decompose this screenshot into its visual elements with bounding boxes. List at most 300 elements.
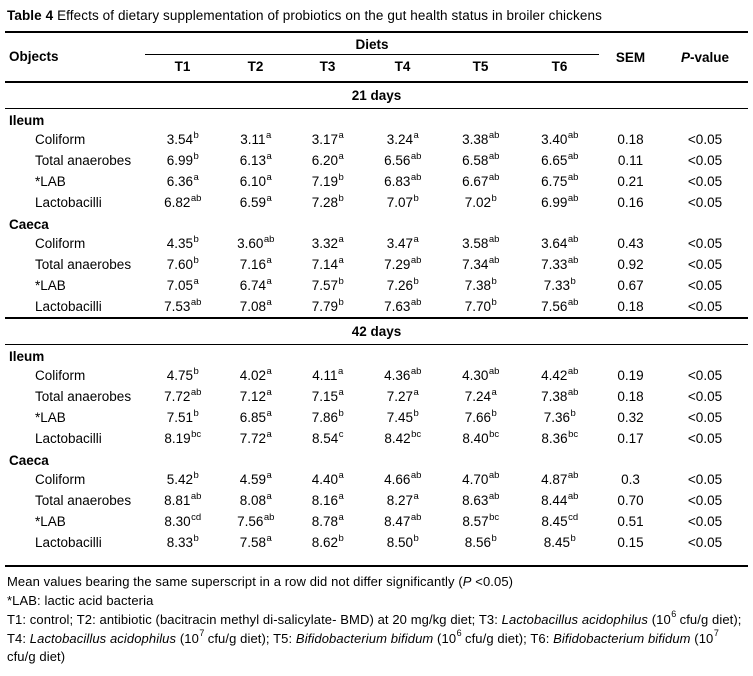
- pvalue-cell: <0.05: [687, 368, 723, 383]
- value-superscript: bc: [489, 428, 500, 440]
- row-label: *LAB: [35, 174, 66, 189]
- value-cell: [291, 275, 364, 296]
- value-superscript: a: [266, 365, 272, 377]
- group-label-caeca: Caeca: [9, 453, 49, 468]
- value-number: 6.99: [541, 195, 568, 210]
- row-label: Lactobacilli: [35, 299, 102, 314]
- value-number: 6.99: [166, 153, 193, 168]
- row-label: Coliform: [35, 472, 86, 487]
- group-row: [5, 449, 748, 469]
- group-label-ileum: Ileum: [9, 349, 45, 364]
- pvalue-cell: <0.05: [687, 493, 723, 508]
- table-row: [5, 407, 748, 428]
- pvalue-cell: <0.05: [687, 278, 723, 293]
- sem-cell: 0.19: [617, 368, 644, 383]
- table-row: [5, 386, 748, 407]
- value-superscript: b: [338, 275, 344, 287]
- value-superscript: b: [491, 407, 497, 419]
- value-number: 6.59: [239, 195, 266, 210]
- row-label: Coliform: [35, 132, 86, 147]
- table-row: [5, 192, 748, 213]
- value-number: 7.60: [166, 257, 193, 272]
- value-superscript: a: [266, 192, 272, 204]
- value-number: 7.29: [384, 257, 411, 272]
- group-row: [5, 109, 748, 130]
- footnote-text: cfu/g diet); T6:: [461, 630, 554, 646]
- value-number: 4.36: [384, 368, 411, 383]
- value-number: 4.40: [311, 472, 338, 487]
- sem-cell: 0.18: [617, 132, 644, 147]
- value-cell: [441, 490, 520, 511]
- value-cell: [220, 407, 291, 428]
- row-label: Coliform: [35, 236, 86, 251]
- value-cell: [441, 386, 520, 407]
- footnote-italic-text: Lactobacillus acidophilus: [29, 630, 177, 646]
- value-cell: [145, 511, 220, 532]
- value-cell: [145, 490, 220, 511]
- footnote-text: (10: [176, 630, 199, 646]
- col-header-t1: T1: [145, 55, 220, 83]
- value-superscript: a: [413, 386, 419, 398]
- value-number: 8.47: [384, 514, 411, 529]
- value-superscript: b: [491, 296, 497, 308]
- value-number: 8.40: [462, 431, 489, 446]
- pvalue-cell: <0.05: [687, 410, 723, 425]
- value-superscript: a: [338, 386, 344, 398]
- value-cell: [520, 365, 599, 386]
- value-cell: [145, 407, 220, 428]
- value-cell: [220, 428, 291, 449]
- value-number: 4.30: [462, 368, 489, 383]
- value-number: 7.33: [541, 257, 568, 272]
- col-header-sem: SEM: [599, 32, 662, 82]
- table-row: [5, 532, 748, 553]
- value-cell: [220, 365, 291, 386]
- value-number: 8.27: [386, 493, 413, 508]
- value-superscript: ab: [488, 254, 500, 266]
- value-cell: [520, 490, 599, 511]
- value-number: 8.16: [311, 493, 338, 508]
- sem-cell: 0.92: [617, 257, 644, 272]
- value-superscript: a: [193, 171, 199, 183]
- value-cell: [364, 407, 441, 428]
- group-row: [5, 345, 748, 366]
- value-cell: [145, 192, 220, 213]
- value-superscript: a: [266, 532, 272, 544]
- footnote-text: (10: [433, 630, 457, 646]
- value-superscript: cd: [191, 511, 202, 523]
- value-superscript: a: [338, 469, 344, 481]
- table-row: [5, 254, 748, 275]
- value-superscript: b: [193, 469, 199, 481]
- value-number: 6.20: [311, 153, 338, 168]
- footnotes: [5, 567, 752, 667]
- value-number: 3.11: [240, 132, 266, 147]
- value-cell: [364, 171, 441, 192]
- value-number: 7.14: [311, 257, 338, 272]
- value-superscript: ab: [410, 254, 422, 266]
- value-number: 4.35: [166, 236, 193, 251]
- value-cell: [441, 233, 520, 254]
- table-row: [5, 490, 748, 511]
- value-cell: [145, 365, 220, 386]
- value-cell: [520, 532, 599, 553]
- sem-cell: 0.18: [617, 389, 644, 404]
- value-number: 3.38: [462, 132, 489, 147]
- value-number: 8.33: [166, 535, 193, 550]
- value-superscript: bc: [489, 511, 500, 523]
- value-cell: [291, 233, 364, 254]
- value-cell: [441, 150, 520, 171]
- value-superscript: cd: [568, 511, 579, 523]
- value-superscript: ab: [410, 171, 422, 183]
- footnote-superscript: 7: [713, 628, 719, 639]
- value-number: 6.82: [164, 195, 191, 210]
- value-number: 7.16: [239, 257, 266, 272]
- value-superscript: a: [266, 428, 272, 440]
- table-row: [5, 296, 748, 318]
- value-number: 4.66: [384, 472, 411, 487]
- footnote-text: *LAB: lactic acid bacteria: [7, 592, 154, 608]
- value-superscript: a: [338, 511, 344, 523]
- value-cell: [520, 296, 599, 318]
- value-cell: [520, 254, 599, 275]
- value-number: 4.02: [239, 368, 266, 383]
- value-cell: [220, 192, 291, 213]
- header-row-1: [5, 32, 748, 55]
- col-header-t4: T4: [364, 55, 441, 83]
- value-number: 4.87: [541, 472, 568, 487]
- value-number: 6.83: [384, 174, 411, 189]
- value-cell: [364, 150, 441, 171]
- value-superscript: b: [491, 192, 497, 204]
- value-superscript: a: [266, 386, 272, 398]
- value-number: 4.59: [239, 472, 266, 487]
- footnote-line-3: [7, 611, 750, 668]
- value-cell: [364, 428, 441, 449]
- value-cell: [520, 150, 599, 171]
- value-superscript: ab: [567, 129, 579, 141]
- value-superscript: b: [413, 192, 419, 204]
- value-superscript: a: [338, 490, 344, 502]
- value-cell: [145, 532, 220, 553]
- value-superscript: ab: [410, 511, 422, 523]
- value-cell: [520, 386, 599, 407]
- col-header-t6: T6: [520, 55, 599, 83]
- value-cell: [291, 171, 364, 192]
- value-superscript: ab: [488, 365, 500, 377]
- value-cell: [145, 171, 220, 192]
- sem-cell: 0.51: [617, 514, 644, 529]
- pvalue-cell: <0.05: [687, 132, 723, 147]
- value-superscript: ab: [410, 296, 422, 308]
- value-number: 6.74: [239, 278, 266, 293]
- section-banner-row: [5, 82, 748, 109]
- table-caption-label: Table 4: [7, 8, 54, 23]
- value-superscript: ab: [488, 171, 500, 183]
- value-cell: [291, 365, 364, 386]
- value-superscript: b: [570, 275, 576, 287]
- value-superscript: a: [266, 296, 272, 308]
- col-header-objects: Objects: [5, 32, 145, 82]
- value-superscript: ab: [488, 469, 500, 481]
- value-superscript: a: [265, 129, 272, 141]
- value-superscript: a: [413, 129, 419, 141]
- value-superscript: b: [193, 150, 199, 162]
- footnote-italic-text: P: [462, 574, 472, 589]
- value-number: 7.28: [311, 195, 338, 210]
- group-label-ileum: Ileum: [9, 113, 45, 128]
- value-cell: [364, 532, 441, 553]
- value-number: 4.70: [462, 472, 489, 487]
- table-row: [5, 365, 748, 386]
- value-cell: [220, 233, 291, 254]
- value-number: 6.13: [239, 153, 266, 168]
- value-number: 7.70: [464, 299, 491, 314]
- row-label: Lactobacilli: [35, 535, 102, 550]
- pvalue-cell: <0.05: [687, 472, 723, 487]
- value-cell: [220, 469, 291, 490]
- value-cell: [291, 254, 364, 275]
- sem-cell: 0.32: [617, 410, 644, 425]
- value-number: 7.26: [386, 278, 413, 293]
- value-cell: [291, 129, 364, 150]
- value-superscript: ab: [488, 490, 500, 502]
- footnote-text: <0.05): [471, 574, 514, 589]
- bottom-rule: [5, 553, 748, 566]
- value-superscript: b: [193, 532, 199, 544]
- value-cell: [145, 150, 220, 171]
- value-superscript: bc: [191, 428, 202, 440]
- value-superscript: ab: [567, 469, 579, 481]
- value-superscript: ab: [567, 296, 579, 308]
- value-number: 7.19: [311, 174, 338, 189]
- table-caption: [5, 5, 748, 31]
- value-cell: [145, 233, 220, 254]
- value-superscript: b: [413, 532, 419, 544]
- value-number: 7.27: [386, 389, 413, 404]
- table-row: [5, 233, 748, 254]
- value-number: 7.12: [239, 389, 266, 404]
- value-number: 8.56: [464, 535, 491, 550]
- row-label: *LAB: [35, 278, 66, 293]
- footnote-italic-text: Bifidobacterium bifidum: [553, 630, 691, 646]
- value-number: 7.38: [541, 389, 568, 404]
- value-superscript: b: [193, 365, 199, 377]
- row-label: Total anaerobes: [35, 153, 132, 168]
- value-cell: [145, 428, 220, 449]
- value-number: 7.36: [543, 410, 570, 425]
- value-cell: [145, 469, 220, 490]
- value-superscript: ab: [567, 150, 579, 162]
- value-cell: [364, 365, 441, 386]
- col-header-t2: T2: [220, 55, 291, 83]
- value-superscript: a: [266, 150, 272, 162]
- table-row: [5, 129, 748, 150]
- value-cell: [441, 407, 520, 428]
- value-superscript: a: [413, 490, 419, 502]
- value-superscript: b: [570, 407, 576, 419]
- pvalue-cell: <0.05: [687, 299, 723, 314]
- value-number: 7.33: [543, 278, 570, 293]
- value-number: 3.60: [237, 236, 264, 251]
- footnote-text: (10: [647, 611, 671, 627]
- sem-cell: 0.15: [617, 535, 644, 550]
- value-superscript: ab: [567, 386, 579, 398]
- value-cell: [364, 129, 441, 150]
- value-cell: [520, 428, 599, 449]
- value-number: 7.38: [464, 278, 491, 293]
- value-number: 7.56: [237, 514, 264, 529]
- value-cell: [364, 469, 441, 490]
- value-superscript: b: [338, 192, 344, 204]
- value-superscript: a: [193, 275, 199, 287]
- value-cell: [520, 129, 599, 150]
- value-number: 6.85: [239, 410, 266, 425]
- value-superscript: ab: [567, 171, 579, 183]
- value-number: 6.65: [541, 153, 568, 168]
- value-cell: [364, 192, 441, 213]
- value-cell: [220, 386, 291, 407]
- group-label-caeca: Caeca: [9, 217, 49, 232]
- value-cell: [291, 296, 364, 318]
- value-cell: [291, 532, 364, 553]
- value-superscript: a: [266, 490, 272, 502]
- table-row: [5, 511, 748, 532]
- group-row: [5, 213, 748, 233]
- sem-cell: 0.21: [617, 174, 644, 189]
- value-number: 7.53: [164, 299, 191, 314]
- col-header-t3: T3: [291, 55, 364, 83]
- value-cell: [441, 296, 520, 318]
- value-superscript: b: [193, 129, 199, 141]
- value-number: 7.45: [386, 410, 413, 425]
- sem-cell: 0.17: [617, 431, 644, 446]
- sem-cell: 0.18: [617, 299, 644, 314]
- value-number: 7.05: [166, 278, 193, 293]
- value-number: 7.15: [311, 389, 338, 404]
- pvalue-cell: <0.05: [687, 514, 723, 529]
- sem-cell: 0.70: [617, 493, 644, 508]
- value-superscript: b: [570, 532, 576, 544]
- value-superscript: a: [338, 129, 344, 141]
- value-cell: [441, 192, 520, 213]
- pvalue-cell: <0.05: [687, 389, 723, 404]
- value-number: 8.50: [386, 535, 413, 550]
- pvalue-cell: <0.05: [687, 257, 723, 272]
- value-number: 7.51: [166, 410, 193, 425]
- value-superscript: bc: [411, 428, 422, 440]
- value-number: 3.40: [541, 132, 568, 147]
- value-cell: [291, 386, 364, 407]
- footnote-superscript: 6: [456, 628, 462, 639]
- value-superscript: a: [266, 407, 272, 419]
- value-cell: [364, 386, 441, 407]
- value-superscript: b: [491, 532, 497, 544]
- value-superscript: b: [193, 407, 199, 419]
- value-number: 8.78: [311, 514, 338, 529]
- value-cell: [291, 150, 364, 171]
- value-superscript: a: [338, 254, 344, 266]
- value-number: 7.58: [239, 535, 266, 550]
- row-label: Lactobacilli: [35, 431, 102, 446]
- value-superscript: ab: [410, 469, 422, 481]
- value-number: 8.42: [384, 431, 411, 446]
- value-superscript: b: [338, 532, 344, 544]
- value-superscript: c: [338, 428, 344, 440]
- pvalue-cell: <0.05: [687, 195, 723, 210]
- value-number: 7.66: [464, 410, 491, 425]
- value-cell: [520, 469, 599, 490]
- footnote-line-2: [7, 592, 750, 611]
- value-cell: [364, 296, 441, 318]
- section-banner-row: [5, 318, 748, 345]
- value-number: 7.02: [464, 195, 491, 210]
- value-number: 7.86: [311, 410, 338, 425]
- value-superscript: a: [491, 386, 497, 398]
- row-label: Total anaerobes: [35, 493, 132, 508]
- value-number: 7.72: [164, 389, 191, 404]
- value-cell: [220, 171, 291, 192]
- pvalue-cell: <0.05: [687, 535, 723, 550]
- section-banner-21-days: 21 days: [5, 82, 748, 109]
- value-cell: [220, 296, 291, 318]
- value-superscript: ab: [410, 150, 422, 162]
- row-label: Total anaerobes: [35, 257, 132, 272]
- sem-cell: 0.43: [617, 236, 644, 251]
- value-superscript: b: [338, 171, 344, 183]
- value-superscript: a: [338, 150, 344, 162]
- pvalue-cell: <0.05: [687, 431, 723, 446]
- value-number: 6.36: [166, 174, 193, 189]
- value-cell: [441, 469, 520, 490]
- value-number: 8.57: [462, 514, 489, 529]
- footnote-line-1: [7, 573, 750, 592]
- value-cell: [441, 365, 520, 386]
- value-number: 6.56: [384, 153, 411, 168]
- footnote-superscript: 7: [199, 628, 205, 639]
- footnote-italic-text: Bifidobacterium bifidum: [295, 630, 434, 646]
- footnote-text: Mean values bearing the same superscript in a row did not differ significantly (: [7, 574, 463, 589]
- value-number: 3.47: [386, 236, 413, 251]
- footnote-text: (10: [690, 630, 714, 646]
- value-number: 8.45: [543, 535, 570, 550]
- value-number: 3.24: [386, 132, 413, 147]
- value-superscript: a: [266, 254, 272, 266]
- value-cell: [220, 254, 291, 275]
- value-number: 3.32: [311, 236, 338, 251]
- value-cell: [520, 511, 599, 532]
- probiotics-gut-health-table: [5, 31, 748, 567]
- table-row: [5, 428, 748, 449]
- footnote-text: cfu/g diet); T4:: [7, 611, 742, 646]
- value-number: 7.63: [384, 299, 411, 314]
- sem-cell: 0.16: [617, 195, 644, 210]
- value-superscript: a: [413, 233, 419, 245]
- col-header-t5: T5: [441, 55, 520, 83]
- value-cell: [520, 233, 599, 254]
- value-superscript: b: [413, 275, 419, 287]
- value-number: 6.58: [462, 153, 489, 168]
- value-cell: [441, 428, 520, 449]
- value-number: 3.64: [541, 236, 568, 251]
- value-cell: [364, 254, 441, 275]
- value-cell: [220, 150, 291, 171]
- row-label: *LAB: [35, 514, 66, 529]
- col-header-pvalue: P-value: [662, 32, 748, 82]
- footnote-superscript: 6: [671, 609, 677, 620]
- value-number: 7.56: [541, 299, 568, 314]
